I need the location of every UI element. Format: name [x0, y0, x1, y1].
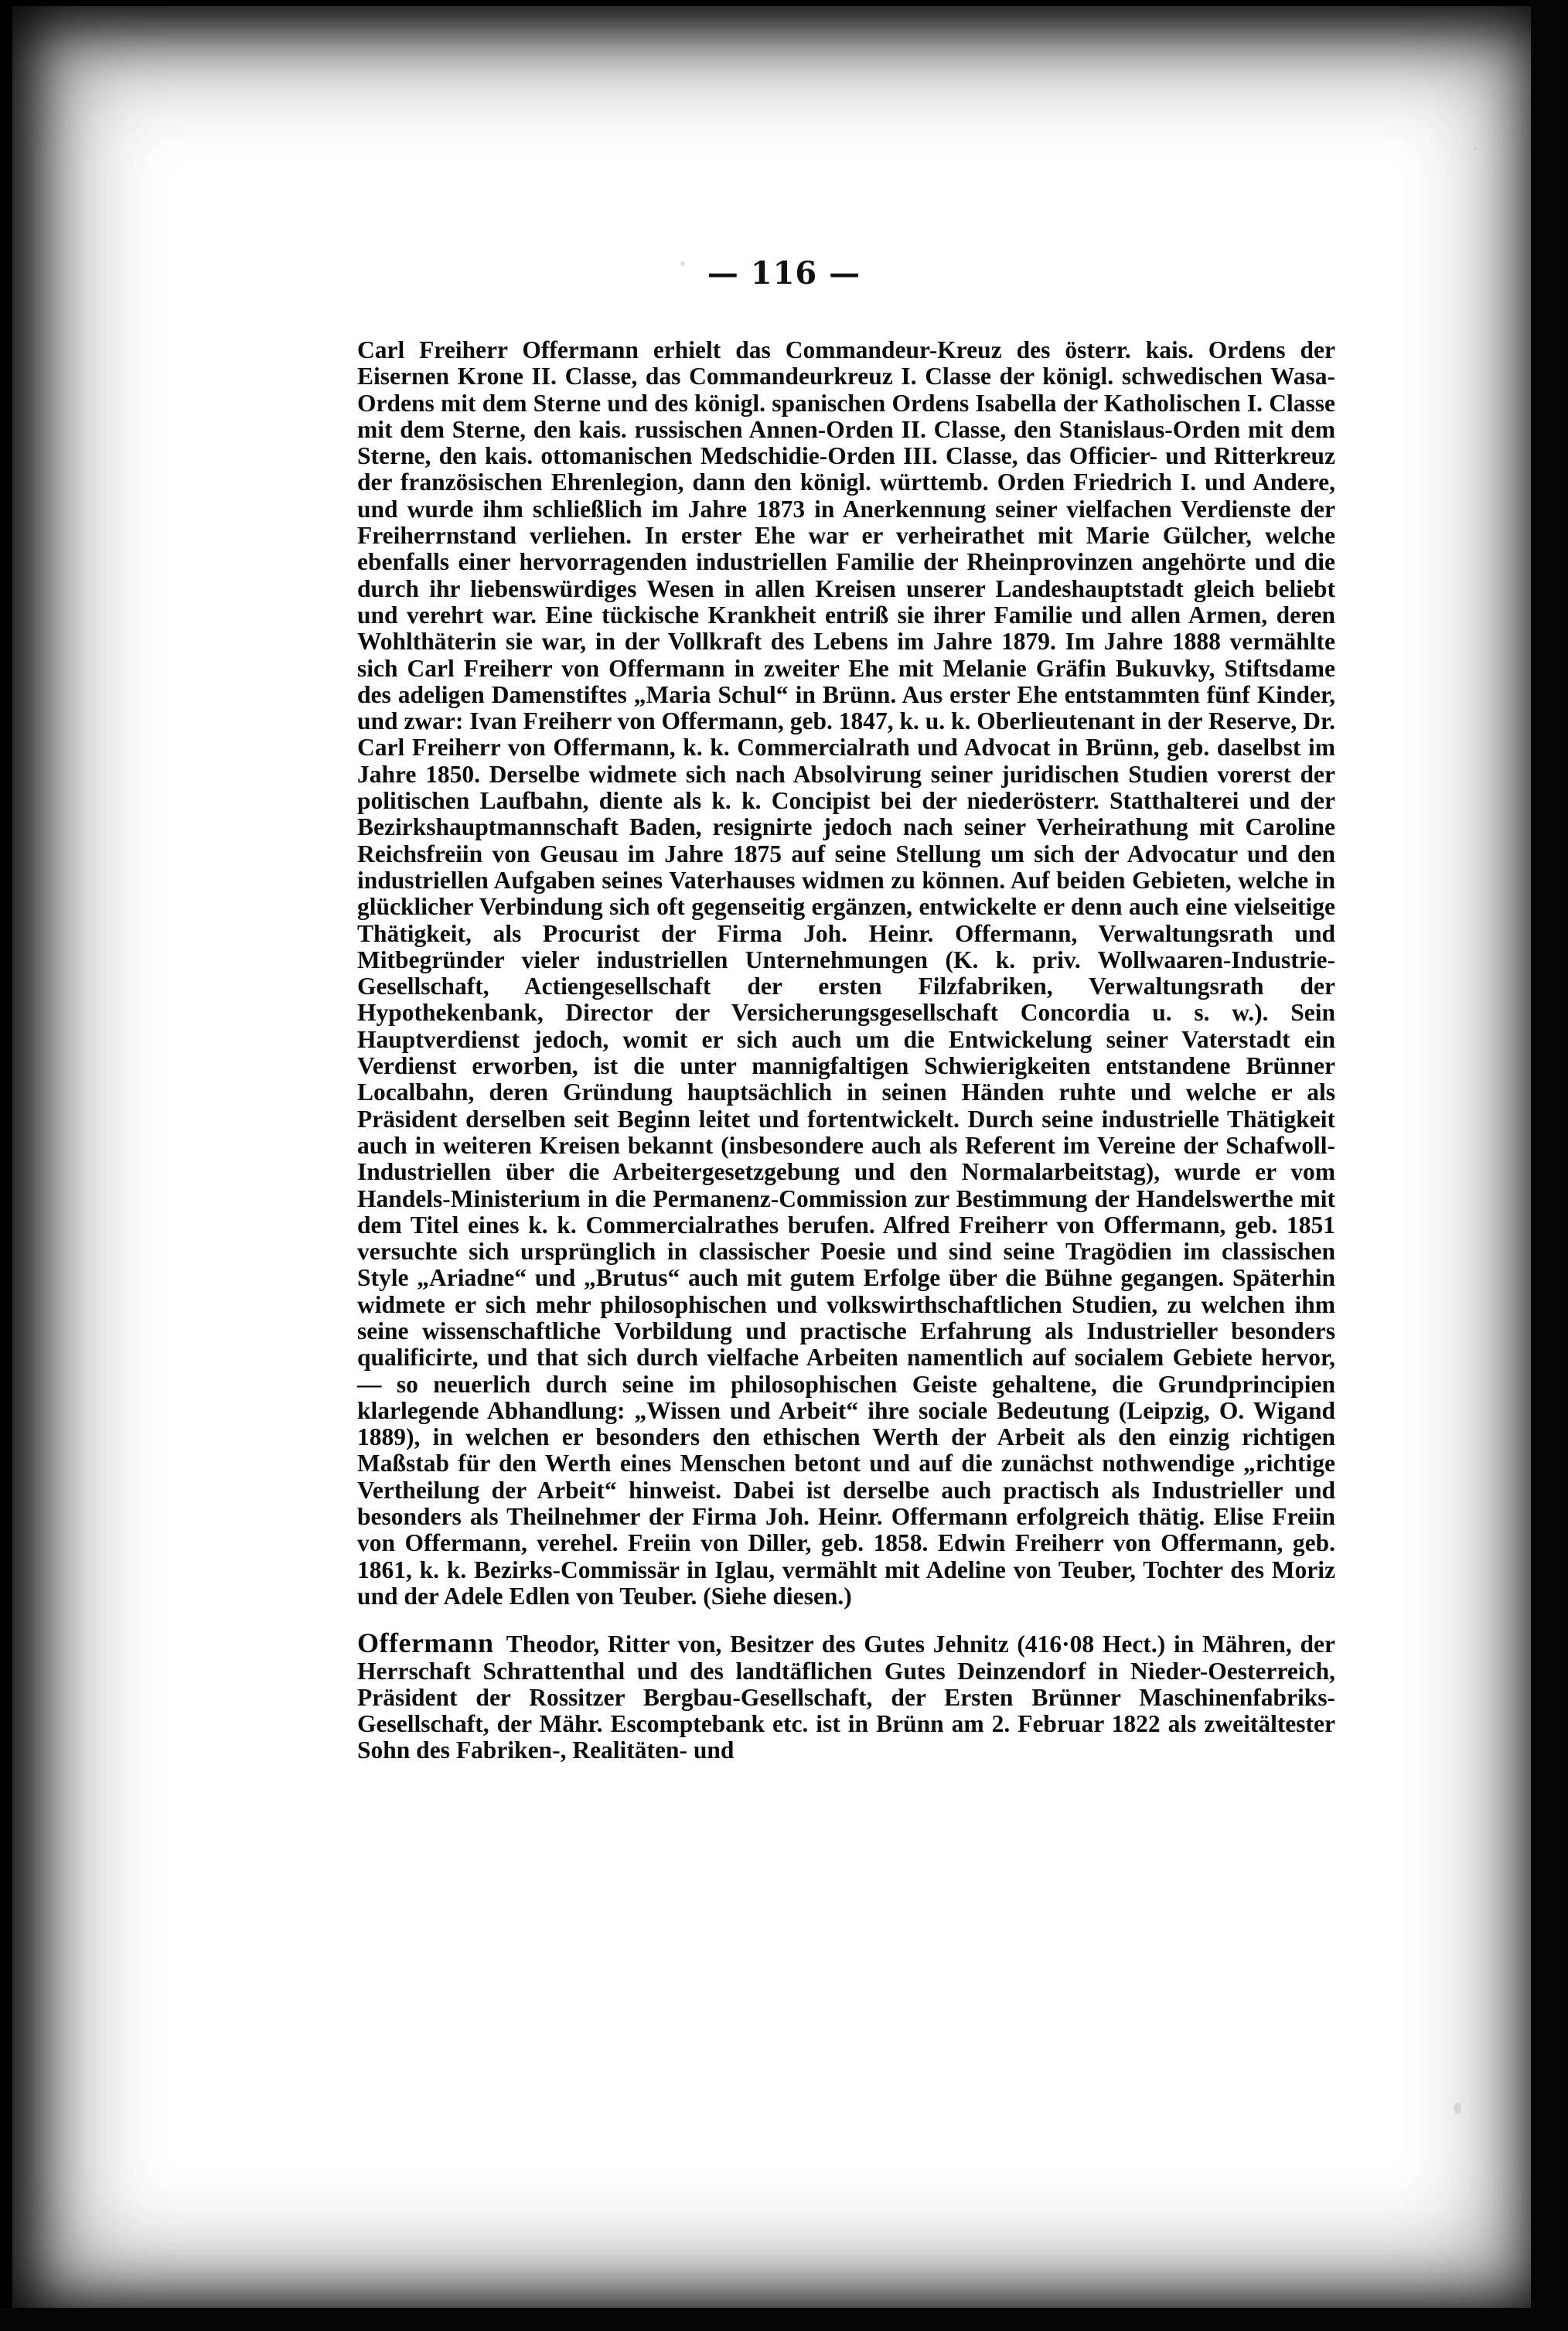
entry-theodor-text: Theodor, Ritter von, Besitzer des Gutes Jehnitz (416·08 Hect.) in Mähren, der Herrschaft Schrattenthal und des landtäflichen Gutes Deinzendorf in Nieder-Oesterreich, Präsident der Rossitzer Bergbau-Gesellschaft, der Ersten Brünner Maschinenfabriks-Gesellschaft, der Mähr. Escomptebank etc. ist in Brünn am 2. Februar 1822 als zweitältester Sohn des Fabriken-, Realitäten- und — [357, 1631, 1335, 1764]
dust-speck — [1454, 2103, 1461, 2114]
dust-speck — [1473, 147, 1477, 151]
entry-heading-name: Offermann — [357, 1627, 494, 1659]
page-body — [357, 337, 1335, 1764]
entry-theodor-offermann — [357, 1627, 1335, 1764]
entry-carl-offermann-continued: Carl Freiherr Offermann erhielt das Commandeur-Kreuz des österr. kais. Ordens der Eisernen Krone II. Classe, das Commandeurkreuz I. Classe der königl. schwedischen Wasa-Ordens mit dem Sterne und des königl. spanischen Ordens Isabella der Katholischen I. Classe mit dem Sterne, den kais. russischen Annen-Orden II. Classe, den Stanislaus-Orden mit dem Sterne, den kais. ottomanischen Medschidie-Orden III. Classe, das Officier- und Ritterkreuz der französischen Ehrenlegion, dann den königl. württemb. Orden Friedrich I. und Andere, und wurde ihm schließlich im Jahre 1873 in Anerkennung seiner vielfachen Verdienste der Freiherrnstand verliehen. In erster Ehe war er verheirathet mit Marie Gülcher, welche ebenfalls einer hervorragenden industriellen Familie der Rheinprovinzen angehörte und die durch ihr liebenswürdiges Wesen in allen Kreisen unserer Landeshauptstadt gleich beliebt und verehrt war. Eine tückische Krankheit entriß sie ihrer Familie und allen Armen, deren Wohlthäterin sie war, in der Vollkraft des Lebens im Jahre 1879. Im Jahre 1888 vermählte sich Carl Freiherr von Offermann in zweiter Ehe mit Melanie Gräfin Bukuvky, Stiftsdame des adeligen Damenstiftes „Maria Schul“ in Brünn. Aus erster Ehe entstammten fünf Kinder, und zwar: Ivan Freiherr von Offermann, geb. 1847, k. u. k. Oberlieutenant in der Reserve, Dr. Carl Freiherr von Offermann, k. k. Commercialrath und Advocat in Brünn, geb. daselbst im Jahre 1850. Derselbe widmete sich nach Absolvirung seiner juridischen Studien vorerst der politischen Laufbahn, diente als k. k. Concipist bei der niederösterr. Statthalterei und der Bezirkshauptmannschaft Baden, resignirte jedoch nach seiner Verheirathung mit Caroline Reichsfreiin von Geusau im Jahre 1875 auf seine Stellung um sich der Advocatur und den industriellen Aufgaben seines Vaterhauses widmen zu können. Auf beiden Gebieten, welche in glücklicher Verbindung sich oft gegenseitig ergänzen, entwickelte er denn auch eine vielseitige Thätigkeit, als Procurist der Firma Joh. Heinr. Offermann, Verwaltungsrath und Mitbegründer vieler industriellen Unternehmungen (K. k. priv. Wollwaaren-Industrie-Gesellschaft, Actiengesellschaft der ersten Filzfabriken, Verwaltungsrath der Hypothekenbank, Director der Versicherungsgesellschaft Concordia u. s. w.). Sein Hauptverdienst jedoch, womit er sich auch um die Entwickelung seiner Vaterstadt ein Verdienst erworben, ist die unter mannigfaltigen Schwierigkeiten entstandene Brünner Localbahn, deren Gründung hauptsächlich in seinen Händen ruhte und welche er als Präsident derselben seit Beginn leitet und fortentwickelt. Durch seine industrielle Thätigkeit auch in weiteren Kreisen bekannt (insbesondere auch als Referent im Vereine der Schafwoll-Industriellen über die Arbeitergesetzgebung und den Normalarbeitstag), wurde er vom Handels-Ministerium in die Permanenz-Commission zur Bestimmung der Handelswerthe mit dem Titel eines k. k. Commercialrathes berufen. Alfred Freiherr von Offermann, geb. 1851 versuchte sich ursprünglich in classischer Poesie und sind seine Tragödien im classischen Style „Ariadne“ und „Brutus“ auch mit gutem Erfolge über die Bühne gegangen. Späterhin widmete er sich mehr philosophischen und volkswirthschaftlichen Studien, zu welchen ihm seine wissenschaftliche Vorbildung und practische Erfahrung als Industrieller besonders qualificirte, und that sich durch vielfache Arbeiten namentlich auf socialem Gebiete hervor, — so neuerlich durch seine im philosophischen Geiste gehaltene, die Grundprincipien klarlegende Abhandlung: „Wissen und Arbeit“ ihre sociale Bedeutung (Leipzig, O. Wigand 1889), in welchen er besonders den ethischen Werth der Arbeit als den einzig richtigen Maßstab für den Werth eines Menschen betont und auf die zunächst nothwendige „richtige Vertheilung der Arbeit“ hinweist. Dabei ist derselbe auch practisch als Industrieller und besonders als Theilnehmer der Firma Joh. Heinr. Offermann erfolgreich thätig. Elise Freiin von Offermann, verehel. Freiin von Diller, geb. 1858. Edwin Freiherr von Offermann, geb. 1861, k. k. Bezirks-Commissär in Iglau, vermählt mit Adeline von Teuber, Tochter des Moriz und der Adele Edlen von Teuber. (Siehe diesen.) — [357, 336, 1335, 1610]
page-number: — 116 — — [707, 255, 861, 291]
scan-border-bottom — [0, 2308, 1568, 2331]
scan-border-right — [1531, 0, 1568, 2331]
